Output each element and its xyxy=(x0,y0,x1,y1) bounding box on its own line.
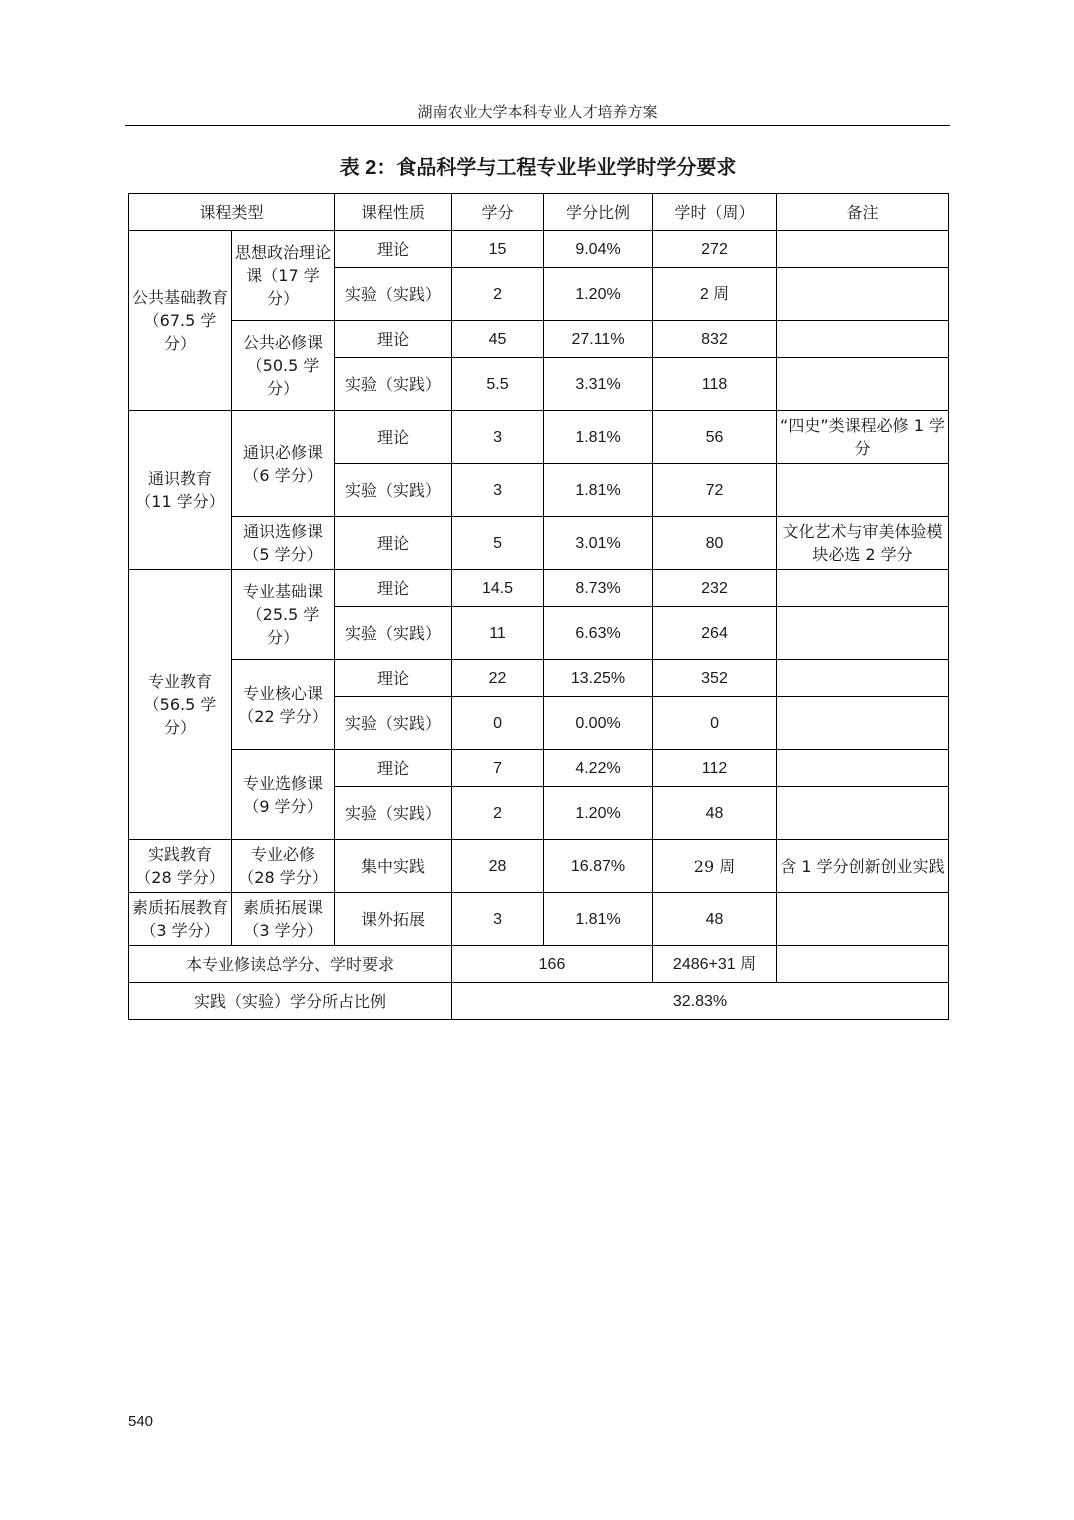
header-credit-ratio: 学分比例 xyxy=(544,194,653,231)
cell-ratio: 4.22% xyxy=(544,750,653,787)
cell-nature: 理论 xyxy=(335,231,452,268)
cell-ratio: 1.20% xyxy=(544,268,653,321)
category-general: 通识教育（11 学分） xyxy=(129,411,232,570)
running-header: 湖南农业大学本科专业人才培养方案 xyxy=(417,103,658,121)
header-notes: 备注 xyxy=(777,194,949,231)
table-row xyxy=(129,517,949,570)
cell-hours: 72 xyxy=(653,464,777,517)
cell-credits: 5 xyxy=(452,517,544,570)
cell-credits: 14.5 xyxy=(452,570,544,607)
cell-note xyxy=(777,660,949,697)
cell-credits: 5.5 xyxy=(452,358,544,411)
subcategory-major-foundation: 专业基础课（25.5 学分） xyxy=(232,570,335,660)
total-hours: 2486+31 周 xyxy=(653,946,777,983)
cell-note xyxy=(777,697,949,750)
cell-nature: 实验（实践） xyxy=(335,268,452,321)
table-row xyxy=(129,660,949,697)
cell-credits: 11 xyxy=(452,607,544,660)
cell-nature: 理论 xyxy=(335,570,452,607)
cell-credits: 3 xyxy=(452,411,544,464)
practice-ratio-label: 实践（实验）学分所占比例 xyxy=(129,983,452,1020)
cell-note: 文化艺术与审美体验模块必选 2 学分 xyxy=(777,517,949,570)
cell-nature: 理论 xyxy=(335,517,452,570)
total-credits: 166 xyxy=(452,946,653,983)
total-note xyxy=(777,946,949,983)
cell-ratio: 0.00% xyxy=(544,697,653,750)
table-row xyxy=(129,411,949,464)
table-row xyxy=(129,321,949,358)
cell-note xyxy=(777,750,949,787)
cell-nature: 实验（实践） xyxy=(335,607,452,660)
practice-ratio-value: 32.83% xyxy=(452,983,949,1020)
cell-ratio: 8.73% xyxy=(544,570,653,607)
cell-nature: 实验（实践） xyxy=(335,787,452,840)
cell-credits: 0 xyxy=(452,697,544,750)
cell-nature: 集中实践 xyxy=(335,840,452,893)
table-title: 表 2：食品科学与工程专业毕业学时学分要求 xyxy=(339,157,737,179)
cell-nature: 实验（实践） xyxy=(335,358,452,411)
cell-ratio: 1.81% xyxy=(544,411,653,464)
cell-hours: 118 xyxy=(653,358,777,411)
cell-credits: 45 xyxy=(452,321,544,358)
cell-nature: 理论 xyxy=(335,660,452,697)
cell-hours: 48 xyxy=(653,893,777,946)
cell-ratio: 1.20% xyxy=(544,787,653,840)
cell-nature: 实验（实践） xyxy=(335,697,452,750)
credit-requirements-table xyxy=(128,193,949,1020)
table-row xyxy=(129,893,949,946)
subcategory-general-elective: 通识选修课（5 学分） xyxy=(232,517,335,570)
subcategory-major-elective: 专业选修课（9 学分） xyxy=(232,750,335,840)
category-major: 专业教育（56.5 学分） xyxy=(129,570,232,840)
cell-hours: 264 xyxy=(653,607,777,660)
cell-hours: 2 周 xyxy=(653,268,777,321)
category-public: 公共基础教育（67.5 学分） xyxy=(129,231,232,411)
cell-ratio: 3.31% xyxy=(544,358,653,411)
cell-hours: 832 xyxy=(653,321,777,358)
cell-ratio: 6.63% xyxy=(544,607,653,660)
cell-note: “四史”类课程必修 1 学分 xyxy=(777,411,949,464)
cell-note xyxy=(777,570,949,607)
table-row xyxy=(129,570,949,607)
cell-nature: 理论 xyxy=(335,321,452,358)
category-practice: 实践教育（28 学分） xyxy=(129,840,232,893)
table-row xyxy=(129,231,949,268)
cell-ratio: 13.25% xyxy=(544,660,653,697)
cell-hours: 112 xyxy=(653,750,777,787)
cell-note xyxy=(777,358,949,411)
cell-nature: 理论 xyxy=(335,411,452,464)
table-row xyxy=(129,840,949,893)
cell-credits: 15 xyxy=(452,231,544,268)
cell-ratio: 3.01% xyxy=(544,517,653,570)
practice-ratio-row xyxy=(129,983,949,1020)
cell-nature: 实验（实践） xyxy=(335,464,452,517)
cell-credits: 2 xyxy=(452,787,544,840)
cell-note: 含 1 学分创新创业实践 xyxy=(777,840,949,893)
subcategory-major-core: 专业核心课（22 学分） xyxy=(232,660,335,750)
cell-note xyxy=(777,231,949,268)
cell-credits: 7 xyxy=(452,750,544,787)
header-credits: 学分 xyxy=(452,194,544,231)
cell-ratio: 16.87% xyxy=(544,840,653,893)
subcategory-practice-required: 专业必修（28 学分） xyxy=(232,840,335,893)
cell-credits: 22 xyxy=(452,660,544,697)
page-number: 540 xyxy=(128,1413,154,1430)
cell-credits: 3 xyxy=(452,464,544,517)
cell-hours: 352 xyxy=(653,660,777,697)
table-row xyxy=(129,750,949,787)
header-divider xyxy=(125,125,950,126)
cell-note xyxy=(777,268,949,321)
header-hours: 学时（周） xyxy=(653,194,777,231)
cell-ratio: 27.11% xyxy=(544,321,653,358)
cell-note xyxy=(777,787,949,840)
cell-ratio: 9.04% xyxy=(544,231,653,268)
totals-row xyxy=(129,946,949,983)
total-label: 本专业修读总学分、学时要求 xyxy=(129,946,452,983)
cell-hours: 232 xyxy=(653,570,777,607)
cell-hours: 48 xyxy=(653,787,777,840)
cell-ratio: 1.81% xyxy=(544,893,653,946)
header-course-nature: 课程性质 xyxy=(335,194,452,231)
cell-note xyxy=(777,321,949,358)
table-header-row xyxy=(129,194,949,231)
cell-note xyxy=(777,464,949,517)
header-course-type: 课程类型 xyxy=(129,194,335,231)
cell-credits: 28 xyxy=(452,840,544,893)
subcategory-public-required: 公共必修课（50.5 学分） xyxy=(232,321,335,411)
subcategory-politics: 思想政治理论课（17 学分） xyxy=(232,231,335,321)
cell-hours: 0 xyxy=(653,697,777,750)
cell-nature: 课外拓展 xyxy=(335,893,452,946)
subcategory-general-required: 通识必修课（6 学分） xyxy=(232,411,335,517)
cell-note xyxy=(777,607,949,660)
subcategory-quality-course: 素质拓展课（3 学分） xyxy=(232,893,335,946)
cell-credits: 2 xyxy=(452,268,544,321)
cell-hours: 56 xyxy=(653,411,777,464)
cell-hours: 272 xyxy=(653,231,777,268)
cell-nature: 理论 xyxy=(335,750,452,787)
category-quality: 素质拓展教育（3 学分） xyxy=(129,893,232,946)
cell-ratio: 1.81% xyxy=(544,464,653,517)
cell-credits: 3 xyxy=(452,893,544,946)
cell-hours: 80 xyxy=(653,517,777,570)
cell-note xyxy=(777,893,949,946)
cell-hours: 29 周 xyxy=(653,840,777,893)
